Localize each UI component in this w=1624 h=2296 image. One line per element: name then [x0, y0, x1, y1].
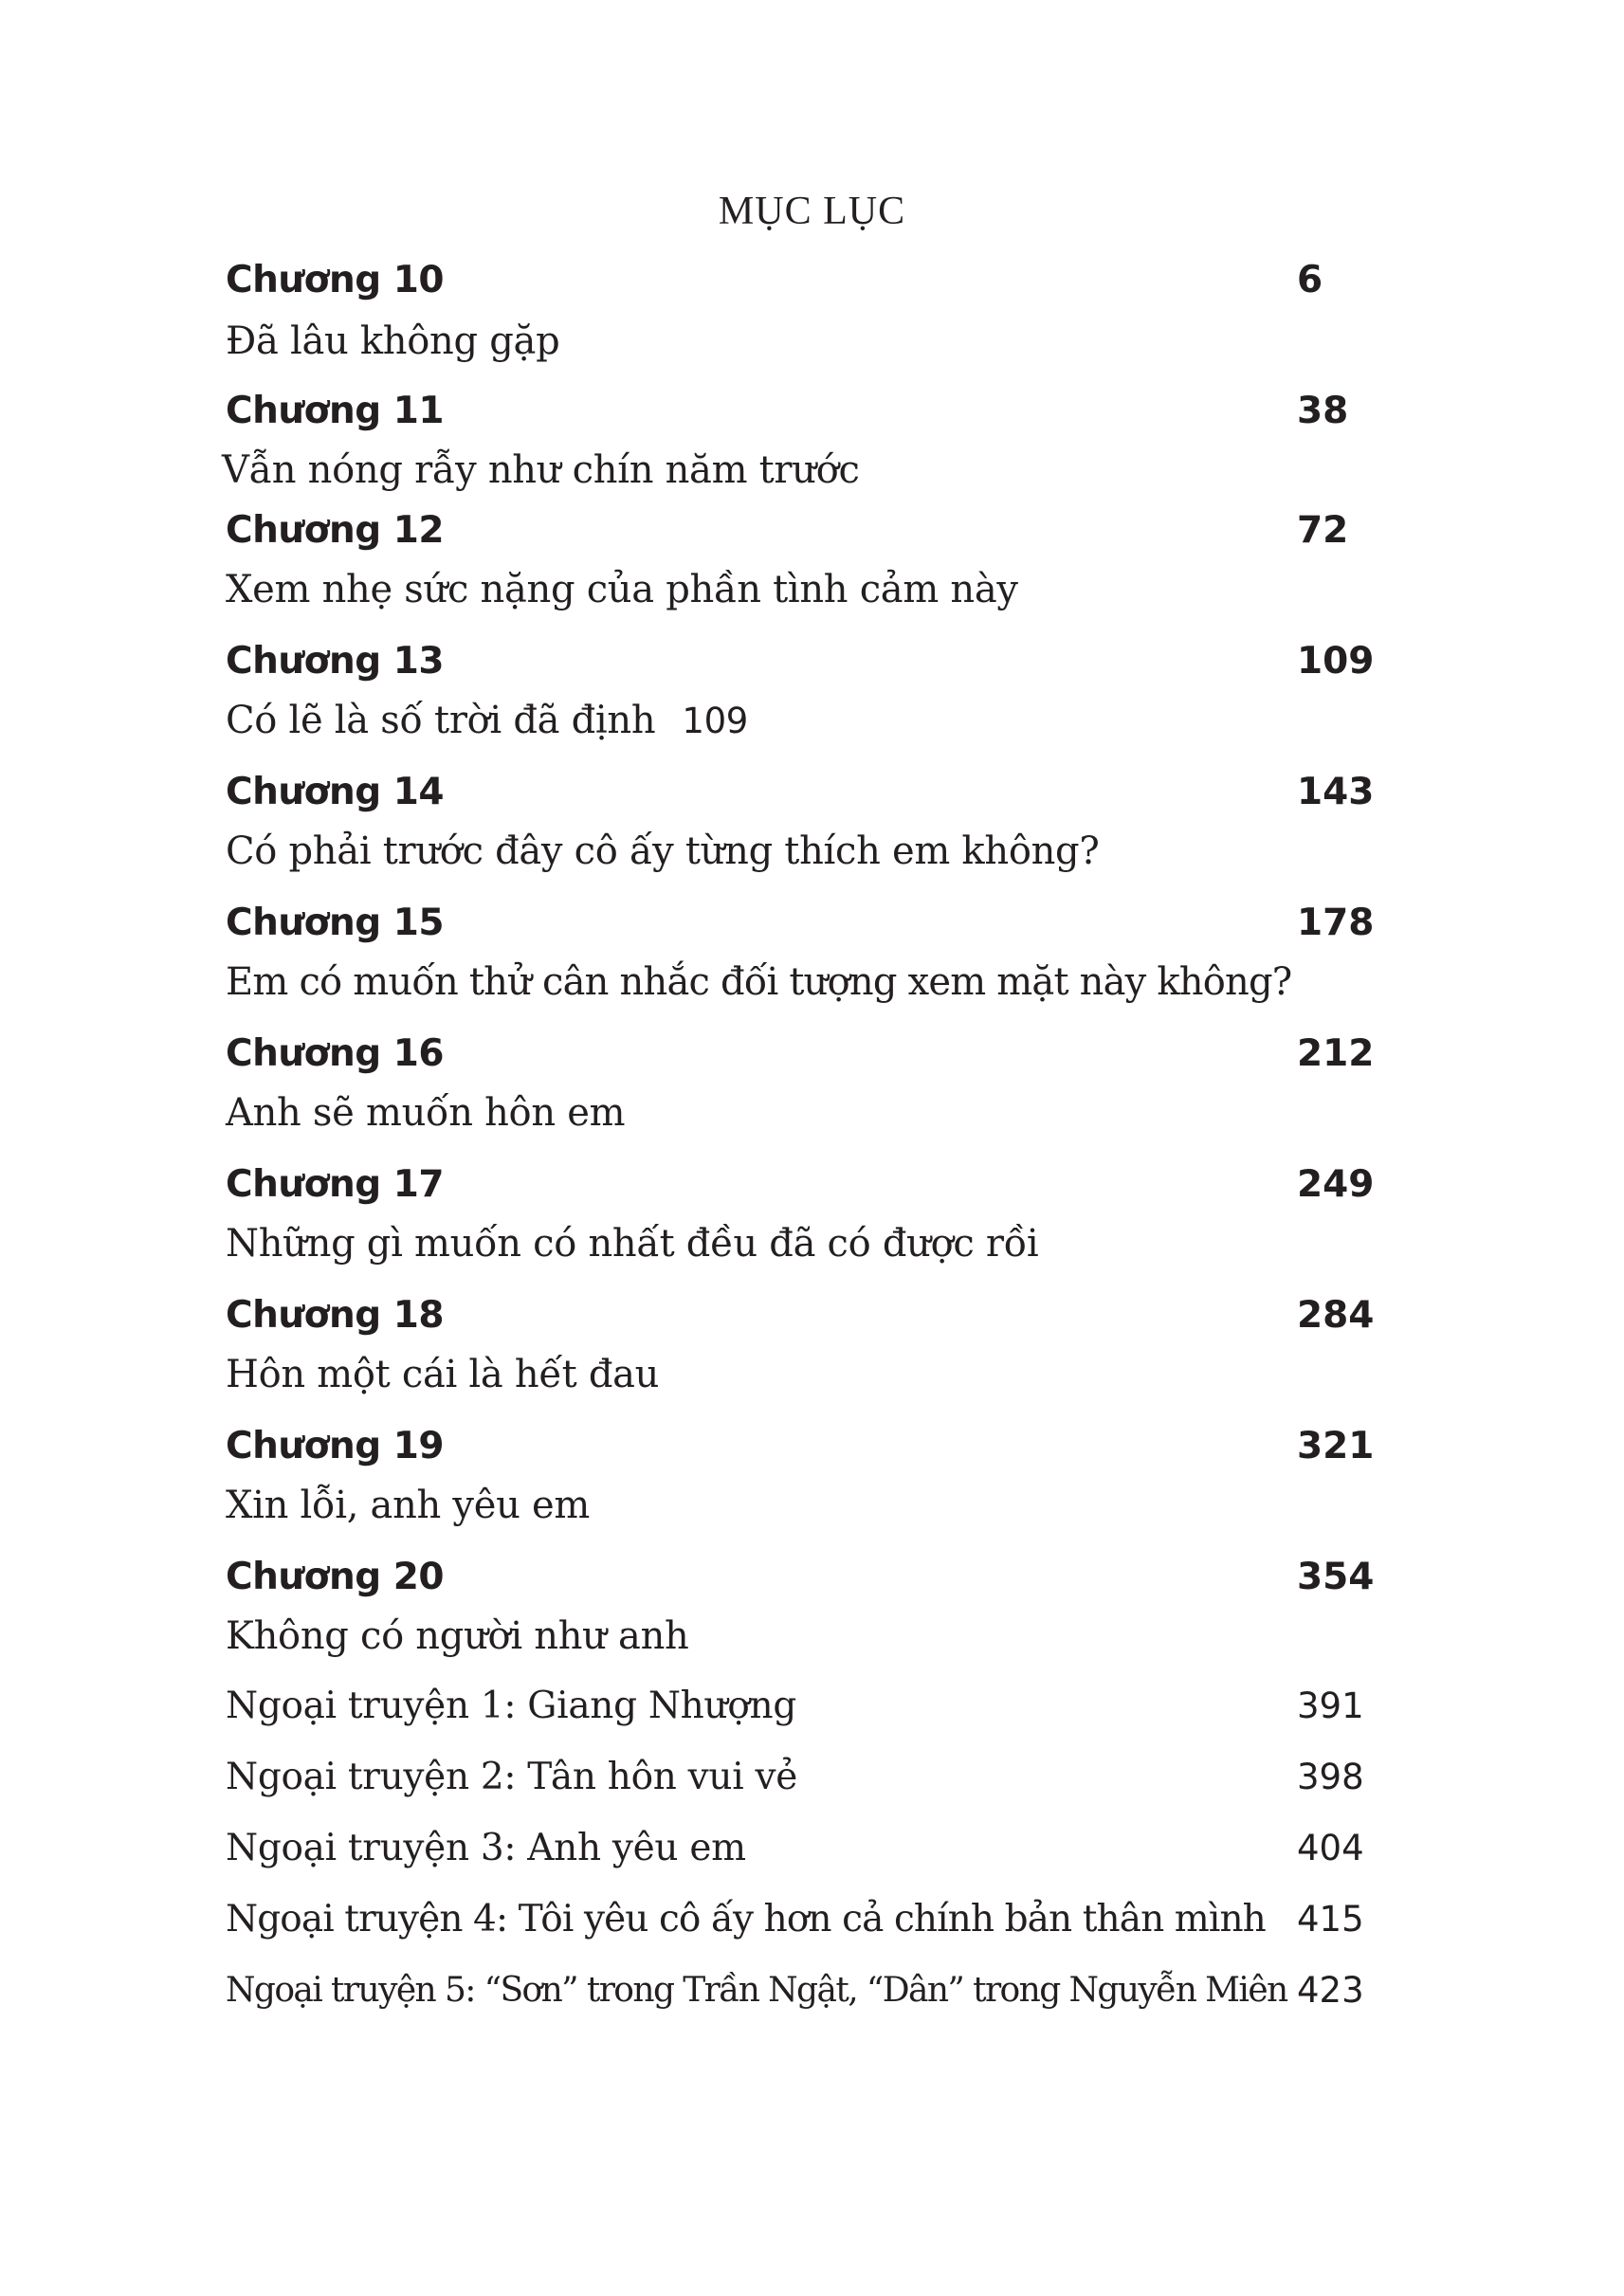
chapter-subtitle-row[interactable]	[226, 692, 1382, 749]
chapter-label: Chương 12	[226, 509, 444, 552]
chapter-heading-row[interactable]	[226, 1026, 1382, 1083]
chapter-label: Chương 20	[226, 1556, 444, 1598]
chapter-subtitle: Em có muốn thử cân nhắc đối tượng xem mặt này không?	[226, 960, 1292, 1004]
extra-story-label: Ngoại truyện 1: Giang Nhượng	[226, 1685, 796, 1727]
chapter-page-number: 284	[1297, 1294, 1375, 1337]
chapter-page-number: 178	[1297, 902, 1375, 944]
page-title: MỤC LỤC	[718, 190, 906, 233]
chapter-heading-row[interactable]	[226, 633, 1382, 690]
chapter-subtitle-row[interactable]	[226, 823, 1382, 880]
chapter-subtitle-text: Có lẽ là số trời đã định	[226, 699, 656, 742]
chapter-label: Chương 17	[226, 1163, 444, 1206]
chapter-heading-row[interactable]	[226, 502, 1382, 559]
chapter-page-number: 6	[1297, 259, 1323, 301]
extra-story-label: Ngoại truyện 2: Tân hôn vui vẻ	[226, 1756, 798, 1798]
chapter-label: Chương 13	[226, 640, 444, 683]
chapter-heading-row[interactable]	[226, 895, 1382, 952]
chapter-page-number: 321	[1297, 1425, 1375, 1467]
chapter-subtitle-row[interactable]	[226, 313, 1382, 370]
extra-story-page-number: 404	[1297, 1828, 1364, 1868]
extra-story-page-number: 423	[1297, 1970, 1364, 2011]
chapter-label: Chương 16	[226, 1032, 444, 1075]
chapter-page-number: 72	[1297, 509, 1349, 552]
chapter-page-number: 249	[1297, 1163, 1375, 1206]
chapter-subtitle-row[interactable]	[226, 561, 1382, 618]
chapter-label: Chương 10	[226, 259, 444, 301]
chapter-subtitle-page-number: 109	[682, 701, 749, 741]
chapter-subtitle-row[interactable]	[226, 1608, 1382, 1665]
extra-story-row[interactable]	[226, 1891, 1382, 1948]
chapter-heading-row[interactable]	[226, 1549, 1382, 1606]
chapter-subtitle: Anh sẽ muốn hôn em	[226, 1091, 626, 1135]
extra-story-page-number: 398	[1297, 1757, 1364, 1797]
chapter-subtitle-row[interactable]	[226, 1477, 1382, 1534]
chapter-subtitle-row[interactable]	[222, 442, 1382, 499]
chapter-heading-row[interactable]	[226, 1418, 1382, 1475]
chapter-heading-row[interactable]	[226, 383, 1382, 440]
extra-story-row[interactable]	[226, 1820, 1382, 1877]
extra-story-row[interactable]	[226, 1678, 1382, 1735]
chapter-label: Chương 18	[226, 1294, 444, 1337]
chapter-page-number: 212	[1297, 1032, 1375, 1075]
extra-story-row[interactable]	[226, 1962, 1382, 2019]
chapter-subtitle	[226, 692, 748, 750]
extra-story-row[interactable]	[226, 1749, 1382, 1806]
extra-story-label: Ngoại truyện 4: Tôi yêu cô ấy hơn cả chính bản thân mình	[226, 1898, 1266, 1941]
chapter-subtitle-row[interactable]	[226, 1084, 1382, 1141]
chapter-subtitle: Vẫn nóng rẫy như chín năm trước	[222, 448, 860, 492]
chapter-heading-row[interactable]	[226, 1287, 1382, 1344]
chapter-page-number: 38	[1297, 390, 1349, 432]
chapter-label: Chương 19	[226, 1425, 444, 1467]
chapter-page-number: 109	[1297, 640, 1375, 683]
chapter-subtitle: Xem nhẹ sức nặng của phần tình cảm này	[226, 568, 1018, 611]
chapter-subtitle: Hôn một cái là hết đau	[226, 1353, 660, 1396]
chapter-subtitle-row[interactable]	[226, 1215, 1382, 1272]
chapter-subtitle: Có phải trước đây cô ấy từng thích em không?	[226, 829, 1100, 873]
chapter-heading-row[interactable]	[226, 1157, 1382, 1213]
extra-story-page-number: 415	[1297, 1899, 1364, 1940]
chapter-label: Chương 15	[226, 902, 444, 944]
chapter-subtitle: Xin lỗi, anh yêu em	[226, 1484, 590, 1527]
extra-story-page-number: 391	[1297, 1686, 1364, 1726]
chapter-heading-row[interactable]	[226, 764, 1382, 821]
chapter-label: Chương 11	[226, 390, 444, 432]
chapter-subtitle-row[interactable]	[226, 1346, 1382, 1403]
chapter-heading-row[interactable]	[226, 252, 1382, 309]
chapter-subtitle-row[interactable]	[226, 954, 1382, 1011]
chapter-page-number: 354	[1297, 1556, 1375, 1598]
chapter-subtitle: Đã lâu không gặp	[226, 319, 560, 363]
chapter-subtitle: Những gì muốn có nhất đều đã có được rồi	[226, 1222, 1039, 1266]
chapter-subtitle: Không có người như anh	[226, 1614, 689, 1658]
extra-story-label: Ngoại truyện 3: Anh yêu em	[226, 1827, 746, 1869]
chapter-label: Chương 14	[226, 771, 444, 813]
extra-story-label: Ngoại truyện 5: “Sơn” trong Trần Ngật, “Dân” trong Nguyễn Miên	[226, 1971, 1287, 2010]
chapter-page-number: 143	[1297, 771, 1375, 813]
